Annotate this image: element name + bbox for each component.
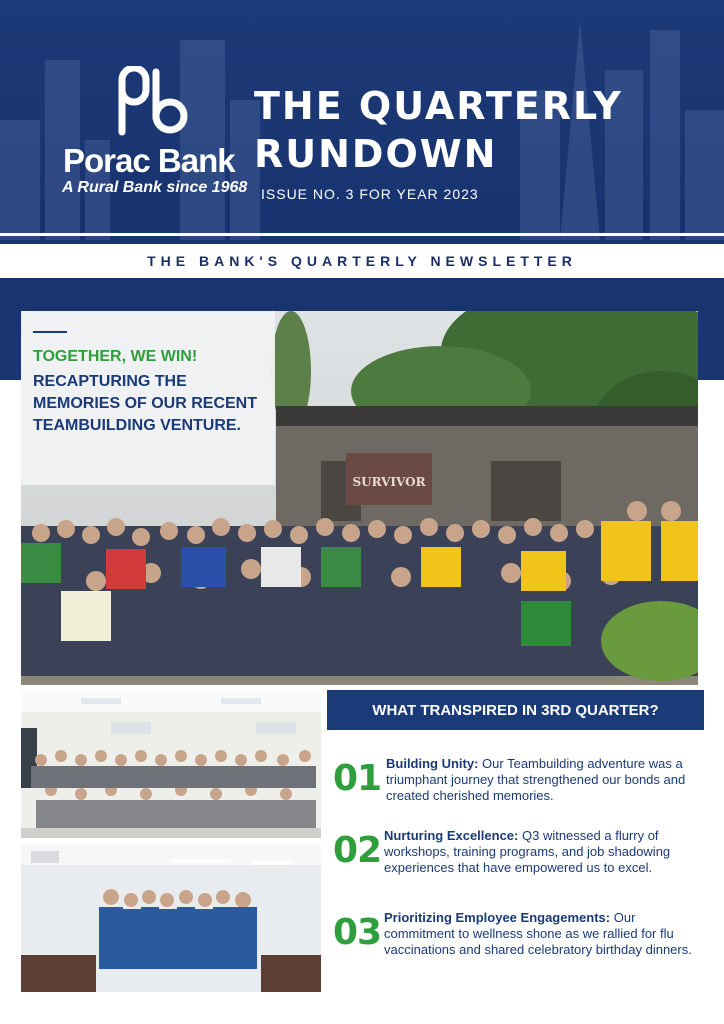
item-text (386, 756, 700, 804)
survivor-banner: SURVIVOR (352, 475, 426, 489)
item-body: Our commitment to wellness shone as we rallied for flu vaccinations and shared celebratory birthday dinners. (384, 910, 692, 957)
item-number: 01 (333, 758, 382, 799)
training-photo-illustration (21, 690, 321, 838)
newsletter-title-line2: RUNDOWN (254, 132, 498, 176)
issue-number: ISSUE NO. 3 FOR YEAR 2023 (261, 186, 479, 202)
newsletter-subtitle-band (0, 244, 724, 278)
section-header (327, 690, 704, 730)
item-text (384, 910, 702, 958)
bank-name: Porac Bank (63, 142, 235, 179)
newsletter-subtitle: THE BANK'S QUARTERLY NEWSLETTER (147, 253, 577, 269)
item-heading: Building Unity: (386, 756, 479, 771)
item-body: Our Teambuilding adventure was a triumphant journey that strengthened our bonds and created cherished memories. (386, 756, 686, 803)
section-title: WHAT TRANSPIRED IN 3RD QUARTER? (372, 701, 659, 719)
training-group-photo (21, 690, 321, 838)
staff-group-photo (21, 845, 321, 992)
bank-tagline: A Rural Bank since 1968 (62, 179, 248, 196)
item-heading: Nurturing Excellence: (384, 828, 519, 843)
item-text (384, 828, 702, 876)
caption-accent-rule (33, 331, 67, 333)
item-heading: Prioritizing Employee Engagements: (384, 910, 611, 925)
caption-subheadline: RECAPTURING THE MEMORIES OF OUR RECENT TEAMBUILDING VENTURE. (33, 373, 258, 434)
item-number: 02 (333, 830, 382, 871)
hero-caption-box (21, 311, 275, 485)
staff-photo-illustration (21, 845, 321, 992)
crowd (21, 501, 698, 681)
item-body: Q3 witnessed a flurry of workshops, training programs, and job shadowing experiences that have empowered us to excel. (384, 828, 671, 875)
newsletter-title-line1: THE QUARTERLY (254, 84, 623, 128)
item-number: 03 (333, 912, 382, 953)
caption-headline: TOGETHER, WE WIN! (33, 348, 198, 365)
header-divider (0, 233, 724, 236)
porac-bank-logo-icon (112, 66, 190, 138)
